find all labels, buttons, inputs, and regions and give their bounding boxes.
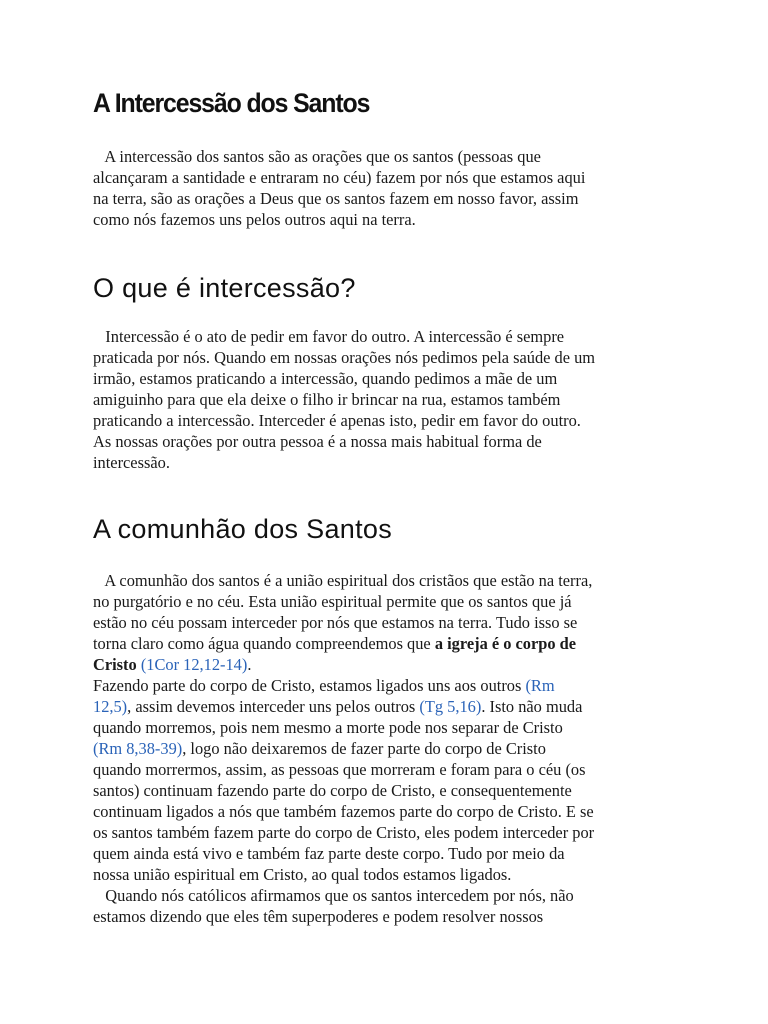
section-heading-intercessao: O que é intercessão?	[93, 273, 356, 303]
paragraph-text: . Isto não muda	[481, 697, 583, 716]
paragraph-line: Intercessão é o ato de pedir em favor do outro. A intercessão é sempre	[93, 327, 565, 346]
paragraph-line: santos) continuam fazendo parte do corpo de Cristo, e consequentemente	[93, 781, 572, 800]
page-title: A Intercessão dos Santos	[93, 88, 370, 118]
intro-line: na terra, são as orações a Deus que os santos fazem em nosso favor, assim	[93, 189, 579, 208]
paragraph-line: praticando a intercessão. Interceder é apenas isto, pedir em favor do outro.	[93, 411, 581, 430]
paragraph-line: quando morrermos, assim, as pessoas que morreram e foram para o céu (os	[93, 760, 586, 779]
paragraph-line: continuam ligados a nós que também fazemos parte do corpo de Cristo. E se	[93, 802, 594, 821]
bible-reference-link[interactable]: (Rm	[525, 676, 555, 695]
comunhao-paragraph	[93, 570, 683, 927]
paragraph-text: , logo não deixaremos de fazer parte do corpo de Cristo	[182, 739, 546, 758]
bible-reference-link[interactable]: (Rm 8,38-39)	[93, 739, 183, 758]
paragraph-line	[93, 654, 683, 675]
intercessao-paragraph	[93, 326, 683, 473]
paragraph-line	[93, 633, 683, 654]
paragraph-line: no purgatório e no céu. Esta união espiritual permite que os santos que já	[93, 592, 572, 611]
intro-line: alcançaram a santidade e entraram no céu) fazem por nós que estamos aqui	[93, 168, 586, 187]
section-heading-comunhao: A comunhão dos Santos	[93, 514, 393, 544]
paragraph-text: torna claro como água quando compreendemos que	[93, 634, 435, 653]
bible-reference-link[interactable]: (Tg 5,16)	[419, 697, 482, 716]
paragraph-line	[93, 696, 683, 717]
intro-line: A intercessão dos santos são as orações que os santos (pessoas que	[93, 147, 541, 166]
paragraph-line: os santos também fazem parte do corpo de Cristo, eles podem interceder por	[93, 823, 595, 842]
intro-line: como nós fazemos uns pelos outros aqui na terra.	[93, 210, 416, 229]
paragraph-line: Quando nós católicos afirmamos que os santos intercedem por nós, não	[93, 886, 574, 905]
paragraph-line: amiguinho para que ela deixe o filho ir brincar na rua, estamos também	[93, 390, 561, 409]
paragraph-line: A comunhão dos santos é a união espiritual dos cristãos que estão na terra,	[93, 571, 593, 590]
paragraph-text: , assim devemos interceder uns pelos outros	[127, 697, 420, 716]
bible-reference-link[interactable]: (1Cor 12,12-14)	[140, 655, 248, 674]
paragraph-line: intercessão.	[93, 453, 170, 472]
paragraph-line: irmão, estamos praticando a intercessão, quando pedimos a mãe de um	[93, 369, 558, 388]
paragraph-line: quem ainda está vivo e também faz parte deste corpo. Tudo por meio da	[93, 844, 565, 863]
paragraph-line	[93, 738, 683, 759]
paragraph-line: quando morremos, pois nem mesmo a morte pode nos separar de Cristo	[93, 718, 563, 737]
paragraph-line: estamos dizendo que eles têm superpoderes e podem resolver nossos	[93, 907, 544, 926]
paragraph-text: Fazendo parte do corpo de Cristo, estamos ligados uns aos outros	[93, 676, 526, 695]
bible-reference-link[interactable]: 12,5)	[93, 697, 128, 716]
bold-text: Cristo	[93, 655, 137, 674]
paragraph-line: estão no céu possam interceder por nós que estamos na terra. Tudo isso se	[93, 613, 578, 632]
paragraph-line	[93, 675, 683, 696]
bold-text: a igreja é o corpo de	[434, 634, 577, 653]
paragraph-line: As nossas orações por outra pessoa é a nossa mais habitual forma de	[93, 432, 542, 451]
paragraph-line: praticada por nós. Quando em nossas orações nós pedimos pela saúde de um	[93, 348, 596, 367]
intro-paragraph	[93, 146, 683, 230]
paragraph-text: .	[247, 655, 252, 674]
paragraph-line: nossa união espiritual em Cristo, ao qual todos estamos ligados.	[93, 865, 512, 884]
